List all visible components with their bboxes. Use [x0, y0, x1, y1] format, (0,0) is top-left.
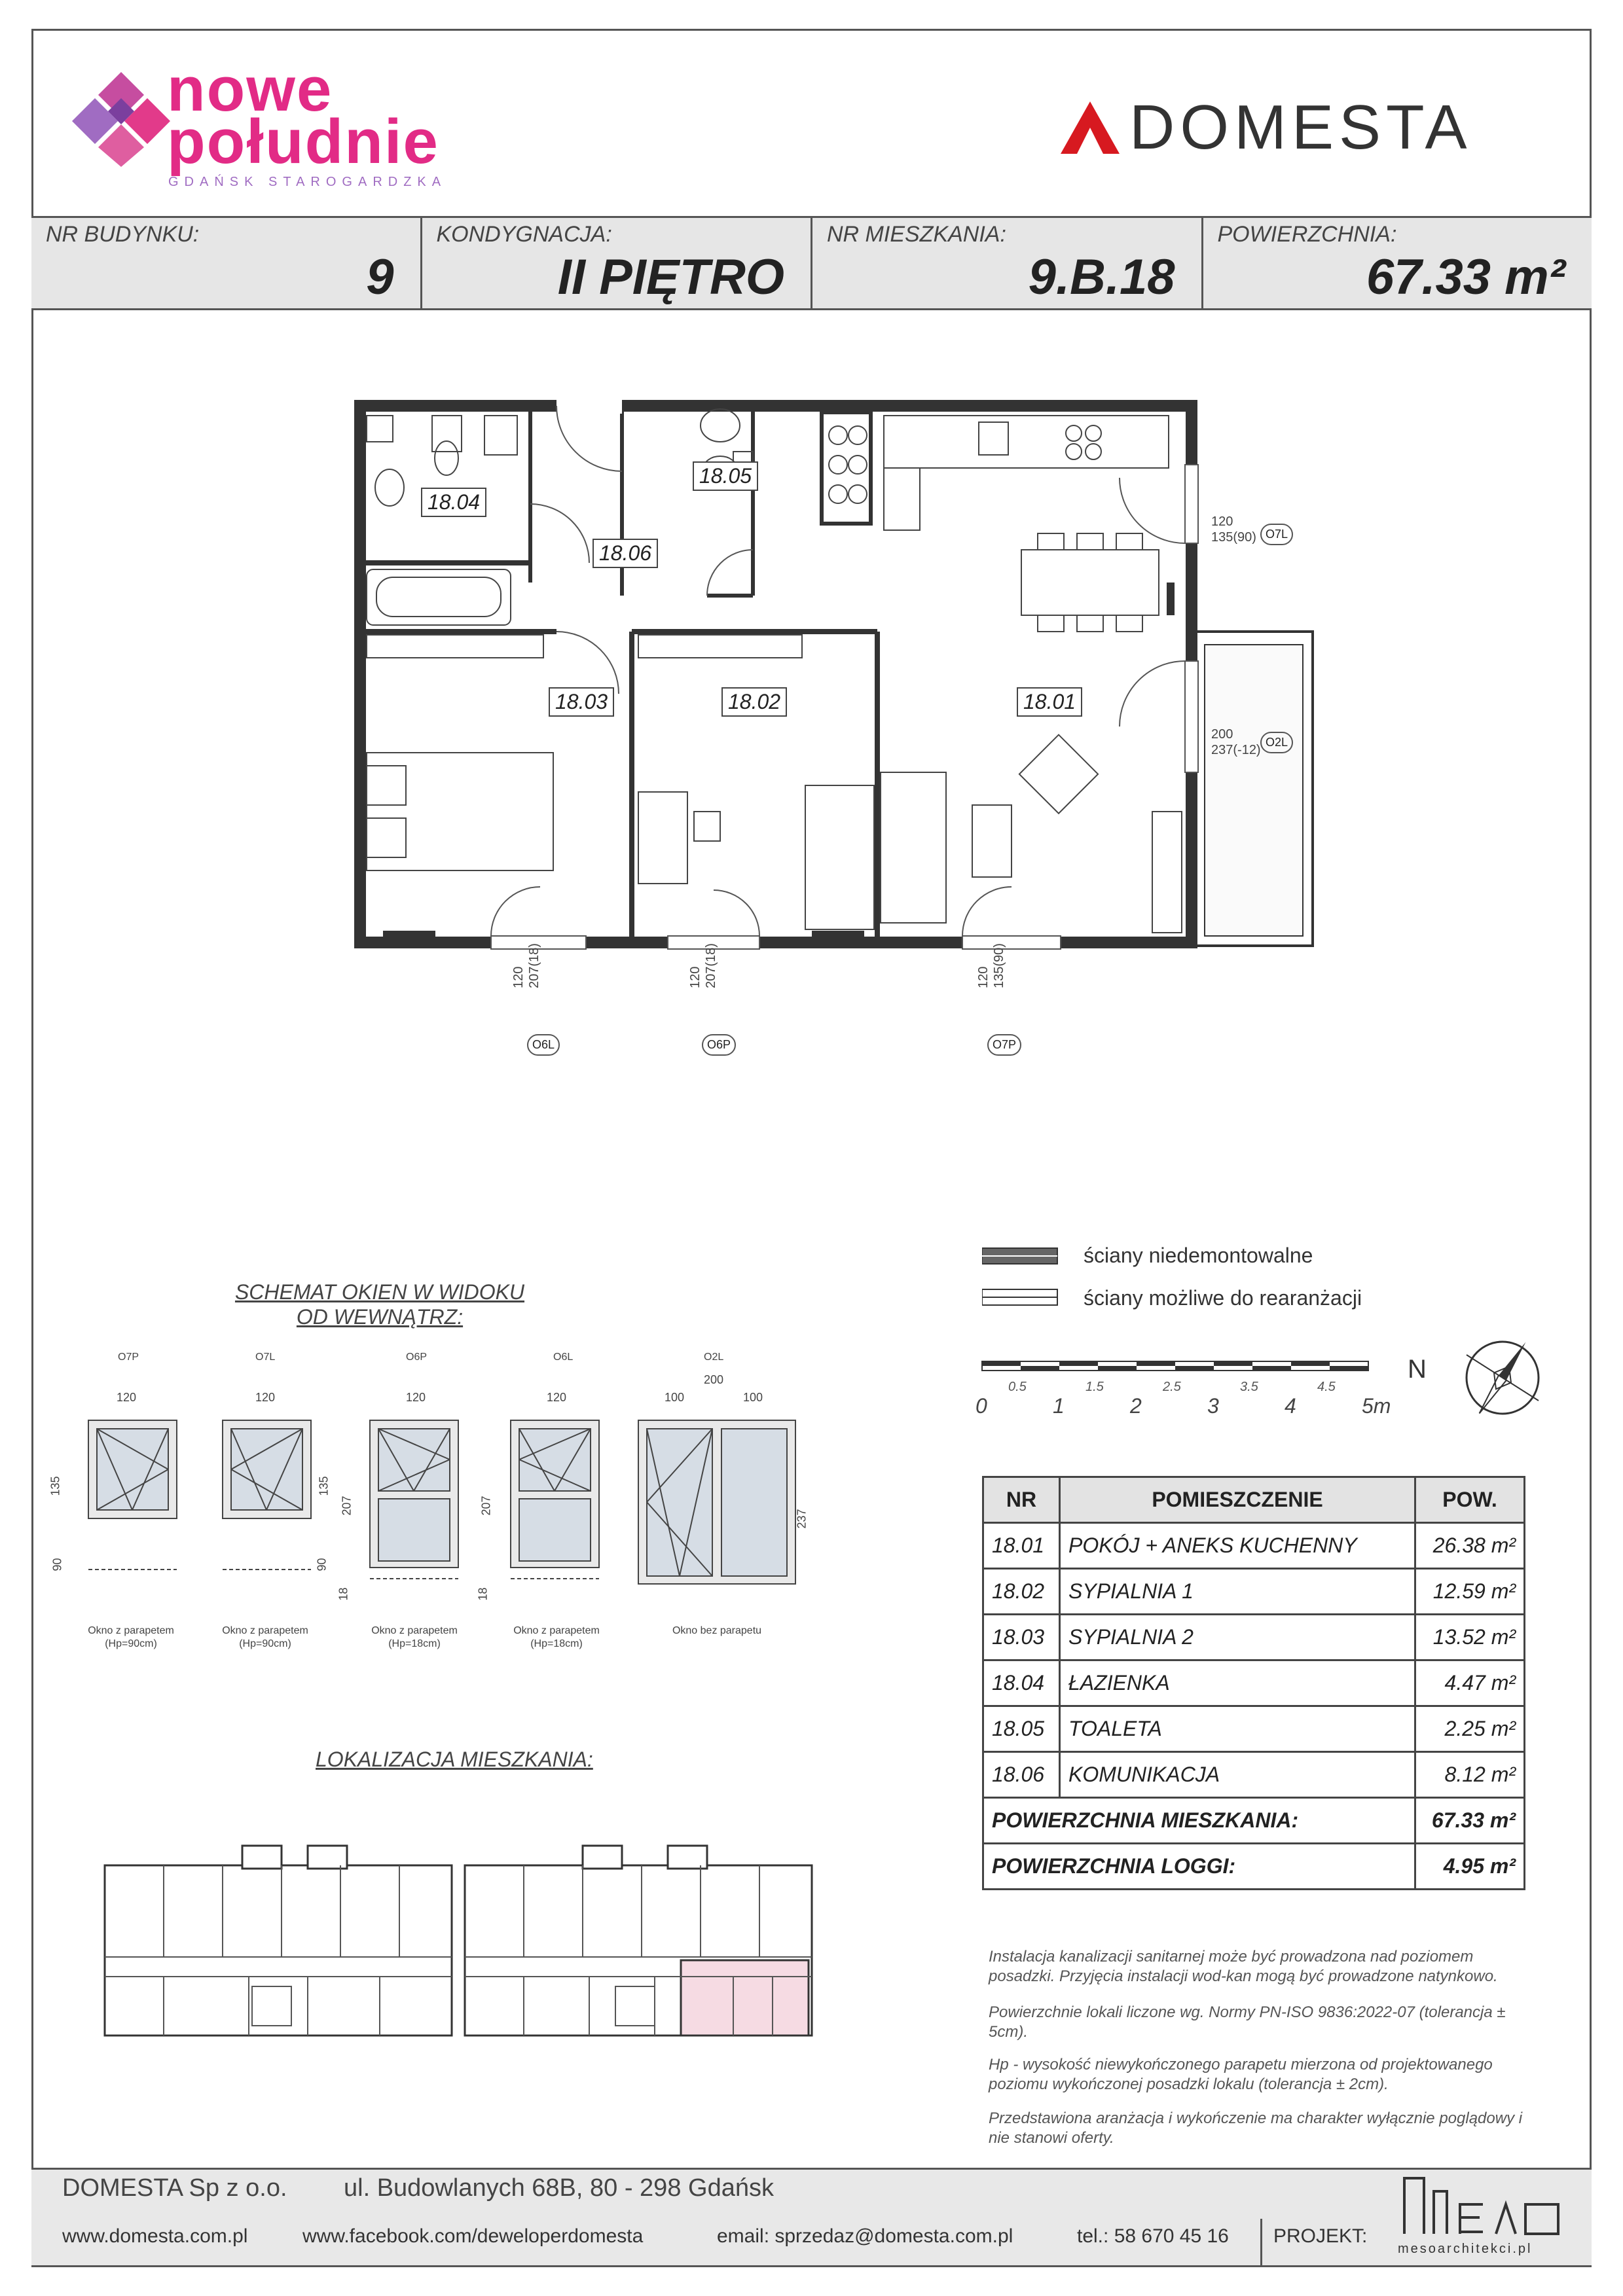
room-label-18-05: 18.05	[693, 461, 758, 491]
apartment-number: 9.B.18	[1028, 249, 1175, 305]
table-total-loggia: POWIERZCHNIA LOGGI: 4.95 m²	[983, 1844, 1525, 1890]
footer-company: DOMESTA Sp z o.o.	[62, 2174, 287, 2202]
footer-email-link[interactable]: email: sprzedaz@domesta.com.pl	[717, 2225, 1013, 2247]
footer-phone: tel.: 58 670 45 16	[1077, 2225, 1229, 2247]
scale-minor-2-5: 2.5	[1163, 1380, 1181, 1394]
table-header-room: POMIESZCZENIE	[1060, 1477, 1415, 1523]
schema-caption-o2l: Okno bez parapetu	[672, 1625, 762, 1636]
rooms-table	[982, 1476, 1525, 1890]
scale-major-1: 1	[1053, 1394, 1065, 1418]
room-label-18-02: 18.02	[721, 687, 787, 717]
table-row: 18.03 SYPIALNIA 2 13.52 m²	[983, 1615, 1525, 1660]
table-row: 18.01 POKÓJ + ANEKS KUCHENNY 26.38 m²	[983, 1523, 1525, 1569]
schema-caption-o7l: Okno z parapetem (Hp=90cm)	[222, 1625, 308, 1649]
legend-movable-walls: ściany możliwe do rearanżacji	[1084, 1286, 1362, 1310]
floor-plan	[340, 386, 1336, 1073]
floor-value: II PIĘTRO	[557, 249, 784, 305]
schema-width-o2l-left: 100	[665, 1391, 685, 1404]
schema-width-o6l: 120	[547, 1391, 567, 1404]
footer-separator-v	[1260, 2219, 1262, 2265]
location-site-plan	[92, 1833, 831, 2055]
scale-minor-4-5: 4.5	[1317, 1380, 1336, 1394]
legend-fixed-walls: ściany niedemontowalne	[1084, 1244, 1313, 1267]
note-area-standard: Powierzchnie lokali liczone wg. Normy PN-ISO 9836:2022-07 (tolerancja ± 5cm).	[989, 2003, 1506, 2041]
scale-major-4: 4	[1285, 1394, 1296, 1418]
schema-tag-o7l: O7L	[255, 1352, 276, 1363]
schema-caption-o6l: Okno z parapetem (Hp=18cm)	[513, 1625, 600, 1649]
plan-dim-o7l: 120 135(90)	[1211, 514, 1256, 545]
room-label-18-03: 18.03	[549, 687, 614, 717]
schema-tag-o6p: O6P	[406, 1352, 428, 1363]
developer-logo	[1061, 92, 1558, 162]
brand-subtitle: GDAŃSK STAROGARDZKA	[168, 175, 447, 189]
schema-tag-o6l: O6L	[553, 1352, 574, 1363]
schema-sill-o7p: 90	[50, 1558, 64, 1571]
table-row: 18.05 TOALETA 2.25 m²	[983, 1706, 1525, 1752]
schema-tag-o2l: O2L	[704, 1352, 724, 1363]
plan-dim-o2l: 200 237(-12)	[1211, 727, 1261, 757]
info-building: NR BUDYNKU: 9	[31, 218, 422, 308]
info-apartment: NR MIESZKANIA: 9.B.18	[812, 218, 1203, 308]
note-plumbing: Instalacja kanalizacji sanitarnej może być prowadzona nad poziomem posadzki. Przyjęcia instalacji wod-kan mogą być prowadzone natynkowo.	[989, 1948, 1498, 1985]
architect-logo-icon	[1398, 2172, 1568, 2237]
table-header-nr: NR	[983, 1477, 1060, 1523]
schema-width-o2l: 200	[704, 1373, 724, 1386]
building-number: 9	[366, 249, 394, 305]
scale-major-5m: 5m	[1362, 1394, 1391, 1418]
footer-project-label: PROJEKT:	[1273, 2225, 1368, 2247]
developer-mark-icon	[1061, 101, 1120, 154]
footer-website-link[interactable]: www.domesta.com.pl	[62, 2225, 248, 2247]
info-area: POWIERZCHNIA: 67.33 m²	[1217, 222, 1565, 305]
legend-swatches	[982, 1247, 1061, 1312]
room-label-18-01: 18.01	[1017, 687, 1082, 717]
room-label-18-06: 18.06	[593, 539, 658, 568]
scale-major-2: 2	[1130, 1394, 1142, 1418]
schema-tag-o7p: O7P	[118, 1352, 139, 1363]
schema-width-o6p: 120	[406, 1391, 426, 1404]
info-bar	[31, 216, 1592, 310]
schema-height-o6p: 207	[340, 1496, 354, 1516]
schema-sill-small-o6p: 18	[337, 1587, 350, 1601]
brand-logo	[62, 54, 507, 193]
developer-name: DOMESTA	[1129, 92, 1472, 162]
schema-width-o7l: 120	[255, 1391, 276, 1404]
plan-tag-o6p: O6P	[702, 1034, 736, 1056]
north-arrow-icon	[1453, 1329, 1552, 1427]
brand-name-line2: południe	[167, 107, 439, 177]
schema-height-o7p: 135	[48, 1476, 62, 1496]
info-floor: KONDYGNACJA: II PIĘTRO	[422, 218, 813, 308]
schema-width-o7p: 120	[117, 1391, 137, 1404]
schema-caption-o6p: Okno z parapetem (Hp=18cm)	[371, 1625, 458, 1649]
north-label: N	[1408, 1355, 1427, 1384]
table-row: 18.02 SYPIALNIA 1 12.59 m²	[983, 1569, 1525, 1615]
scale-bar	[979, 1358, 1372, 1378]
location-title: LOKALIZACJA MIESZKANIA:	[316, 1748, 593, 1771]
table-total-apartment: POWIERZCHNIA MIESZKANIA: 67.33 m²	[983, 1798, 1525, 1844]
schema-height-o6l: 207	[479, 1496, 493, 1516]
scale-major-3: 3	[1207, 1394, 1219, 1418]
scale-minor-0-5: 0.5	[1008, 1380, 1027, 1394]
location-apartment-highlight	[681, 1960, 809, 2036]
schema-caption-o7p: Okno z parapetem (Hp=90cm)	[88, 1625, 174, 1649]
architect-site: mesoarchitekci.pl	[1398, 2242, 1533, 2256]
schema-height-o2l: 237	[795, 1509, 809, 1529]
brand-name-line1: nowe	[167, 54, 333, 124]
area-value: 67.33 m²	[1366, 249, 1565, 305]
plan-dim-o6p: 120 207(18)	[688, 943, 718, 988]
scale-major-0: 0	[976, 1394, 987, 1418]
footer-address: ul. Budowlanych 68B, 80 - 298 Gdańsk	[344, 2174, 774, 2202]
windows-schema-title: SCHEMAT OKIEN W WIDOKU OD WEWNĄTRZ:	[234, 1280, 525, 1329]
scale-minor-1-5: 1.5	[1085, 1380, 1104, 1394]
plan-tag-o2l: O2L	[1260, 732, 1293, 753]
plan-tag-o6l: O6L	[527, 1034, 560, 1056]
plan-tag-o7p: O7P	[987, 1034, 1021, 1056]
note-sill-height: Hp - wysokość niewykończonego parapetu mierzona od projektowanego poziomu wykończonej posadzki lokalu (tolerancja ± 2cm).	[989, 2056, 1493, 2093]
window-schema-drawings	[59, 1401, 831, 1610]
room-label-18-04: 18.04	[421, 488, 486, 517]
scale-minor-3-5: 3.5	[1240, 1380, 1258, 1394]
note-disclaimer: Przedstawiona aranżacja i wykończenie ma charakter wyłącznie poglądowy i nie stanowi oferty.	[989, 2109, 1523, 2147]
plan-dim-o6l: 120 207(18)	[511, 943, 541, 988]
schema-height-o7l: 135	[317, 1476, 331, 1496]
footer-facebook-link[interactable]: www.facebook.com/deweloperdomesta	[302, 2225, 644, 2247]
table-header-area: POW.	[1415, 1477, 1525, 1523]
plan-dim-o7p: 120 135(90)	[976, 943, 1006, 988]
table-row: 18.04 ŁAZIENKA 4.47 m²	[983, 1660, 1525, 1706]
schema-sill-o6p: 90	[315, 1558, 329, 1571]
plan-tag-o7l: O7L	[1260, 524, 1293, 545]
architect-logo	[1398, 2172, 1568, 2260]
schema-sill-small-o6l: 18	[476, 1587, 490, 1601]
schema-width-o2l-right: 100	[743, 1391, 763, 1404]
table-row: 18.06 KOMUNIKACJA 8.12 m²	[983, 1752, 1525, 1798]
brand-diamond-icon	[62, 69, 180, 167]
